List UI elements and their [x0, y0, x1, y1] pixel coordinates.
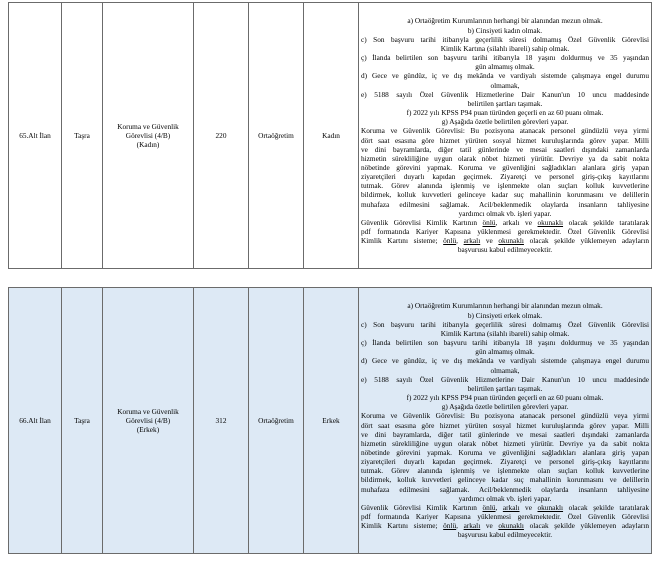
condition-cc: ç) İlanda belirtilen son başvuru tarihi itibarıyla 18 yaşını doldurmuş ve 35 yaşından [361, 53, 649, 63]
quota-cell: 220 [194, 3, 249, 269]
listing-row [8, 287, 652, 554]
condition-c: c) Son başvuru tarihi itibarıyla geçerlilik süresi dolmamış Özel Güvenlik Görevlisi [361, 34, 649, 44]
duty-text: bildirmek, kolluk kuvvetleri gelinceye kadar suç mahallinin korunmasını ve delillerin [361, 475, 649, 485]
id-card-note: başvurusu kabul edilmeyecektir. [457, 245, 553, 255]
location-cell: Taşra [62, 3, 103, 269]
education-cell: Ortaöğretim [249, 288, 304, 554]
id-card-note: pdf formatında Kariyer Kapısına yüklenmesi gerekmektedir. Özel Güvenlik Görevlisi [361, 227, 649, 237]
id-card-note: Güvenlik Görevlisi Kimlik Kartının önlü, arkalı ve okunaklı olacak şekilde taratılarak [361, 217, 649, 227]
duty-text: hizmetin sürekliliğine uygun olarak nöbet hizmeti yürütür. Devriye ya da sabit nokta [361, 153, 649, 163]
duty-text: tutmak. Görev alanında işlenmiş ve işlenmekte olan suçları kolluk kuvvetlerine [361, 181, 649, 191]
position-title-line: (Erkek) [136, 425, 160, 435]
duty-text: yardımcı olmak vb. işleri yapar. [458, 493, 552, 503]
condition-c-cont: Kimlik Kartına (silahlı ibareli) sahip olmak. [440, 328, 570, 338]
condition-b: b) Cinsiyeti kadın olmak. [467, 25, 543, 35]
condition-d-cont: olmamak, [490, 80, 520, 90]
duty-text: nöbetinde görevini yapmak. Koruma ve güvenliğini sağladıkları alanlara giriş yapan [361, 447, 649, 457]
ilan-number: 65.Alt İlan [9, 3, 62, 269]
condition-d: d) Gece ve gündüz, iç ve dış mekânda ve vardiyalı sistemde çalışmaya engel durumu [361, 356, 649, 366]
education-cell: Ortaöğretim [249, 3, 304, 269]
condition-e: e) 5188 sayılı Özel Güvenlik Hizmetlerine Dair Kanun'un 10 uncu maddesinde [361, 374, 649, 384]
id-card-note: pdf formatında Kariyer Kapısına yüklenmesi gerekmektedir. Özel Güvenlik Görevlisi [361, 512, 649, 522]
duty-text: dört saat esasına göre hizmet yürüten sosyal hizmet kuruluşlarında görev yapar. Milli [361, 135, 649, 145]
requirements-cell [359, 3, 652, 269]
condition-cc: ç) İlanda belirtilen son başvuru tarihi itibarıyla 18 yaşını doldurmuş ve 35 yaşından [361, 338, 649, 348]
id-card-note: başvurusu kabul edilmeyecektir. [457, 530, 553, 540]
duty-text: tutmak. Görev alanında işlenmiş ve işlenmekte olan suçları kolluk kuvvetlerine [361, 466, 649, 476]
position-title [103, 288, 194, 554]
duty-text: ziyaretçileri duyarlı kapıdan geçirmek. Ziyaretçi ve personel giriş-çıkış kayıtlarını [361, 172, 649, 182]
condition-f: f) 2022 yılı KPSS P94 puan türünden geçerli en az 60 puanı olmak. [406, 108, 604, 118]
listing-row [8, 2, 652, 269]
requirements-cell [359, 288, 652, 554]
position-title [103, 3, 194, 269]
condition-g: g) Aşağıda özetle belirtilen görevleri yapar. [441, 402, 569, 412]
duty-text: Koruma ve Güvenlik Görevlisi: Bu pozisyona atanacak personel gündüzlü veya yirmi [361, 411, 649, 421]
position-title-line: Koruma ve Güvenlik [117, 406, 179, 416]
condition-g: g) Aşağıda özetle belirtilen görevleri yapar. [441, 117, 569, 127]
condition-cc-cont: gün almamış olmak. [475, 62, 535, 72]
duty-text: bildirmek, kolluk kuvvetleri gelinceye kadar suç mahallinin korunmasını ve delillerin [361, 190, 649, 200]
duty-text: muhafaza edilmesini sağlamak. Acil/beklenmedik olaylarda insanların tahliyesine [361, 199, 649, 209]
ilan-number: 66.Alt İlan [9, 288, 62, 554]
id-card-note: Kimlik Kartını sisteme; önlü, arkalı ve okunaklı olacak şekilde yüklemeyen adayların [361, 236, 649, 246]
id-card-note: Güvenlik Görevlisi Kimlik Kartının önlü, arkalı ve okunaklı olacak şekilde taratılarak [361, 502, 649, 512]
duty-text: hizmetin sürekliliğine uygun olarak nöbet hizmeti yürütür. Devriye ya da sabit nokta [361, 438, 649, 448]
position-title-line: Görevlisi (4/B) [125, 415, 171, 425]
position-title-line: Koruma ve Güvenlik [117, 121, 179, 131]
condition-cc-cont: gün almamış olmak. [475, 347, 535, 357]
id-card-note: Kimlik Kartını sisteme; önlü, arkalı ve okunaklı olacak şekilde yüklemeyen adayların [361, 521, 649, 531]
condition-f: f) 2022 yılı KPSS P94 puan türünden geçerli en az 60 puanı olmak. [406, 393, 604, 403]
condition-d-cont: olmamak, [490, 365, 520, 375]
duty-text: ziyaretçileri duyarlı kapıdan geçirmek. Ziyaretçi ve personel giriş-çıkış kayıtlarını [361, 457, 649, 467]
gender-cell: Kadın [304, 3, 359, 269]
condition-c-cont: Kimlik Kartına (silahlı ibareli) sahip olmak. [440, 43, 570, 53]
condition-d: d) Gece ve gündüz, iç ve dış mekânda ve vardiyalı sistemde çalışmaya engel durumu [361, 71, 649, 81]
position-title-line: Görevlisi (4/B) [125, 130, 171, 140]
condition-e-cont: belirtilen şartları taşımak. [467, 98, 543, 108]
condition-e: e) 5188 sayılı Özel Güvenlik Hizmetlerine Dair Kanun'un 10 uncu maddesinde [361, 89, 649, 99]
duty-text: nöbetinde görevini yapmak. Koruma ve güvenliğini sağladıkları alanlara giriş yapan [361, 162, 649, 172]
duty-text: muhafaza edilmesini sağlamak. Acil/beklenmedik olaylarda insanların tahliyesine [361, 484, 649, 494]
condition-c: c) Son başvuru tarihi itibarıyla geçerlilik süresi dolmamış Özel Güvenlik Görevlisi [361, 319, 649, 329]
condition-a: a) Ortaöğretim Kurumlarının herhangi bir alanından mezun olmak. [407, 16, 603, 26]
gender-cell: Erkek [304, 288, 359, 554]
duty-text: Koruma ve Güvenlik Görevlisi: Bu pozisyona atanacak personel gündüzlü veya yirmi [361, 126, 649, 136]
position-title-line: (Kadın) [136, 140, 160, 150]
duty-text: yardımcı olmak vb. işleri yapar. [458, 208, 552, 218]
duty-text: ve dini bayramlarda, diğer tatil günlerinde ve mesai saatleri dışındaki zamanlarda [361, 144, 649, 154]
duty-text: dört saat esasına göre hizmet yürüten sosyal hizmet kuruluşlarında görev yapar. Milli [361, 420, 649, 430]
duty-text: ve dini bayramlarda, diğer tatil günlerinde ve mesai saatleri dışındaki zamanlarda [361, 429, 649, 439]
quota-cell: 312 [194, 288, 249, 554]
condition-a: a) Ortaöğretim Kurumlarının herhangi bir alanından mezun olmak. [407, 301, 603, 311]
condition-b: b) Cinsiyeti erkek olmak. [467, 310, 543, 320]
condition-e-cont: belirtilen şartları taşımak. [467, 383, 543, 393]
location-cell: Taşra [62, 288, 103, 554]
